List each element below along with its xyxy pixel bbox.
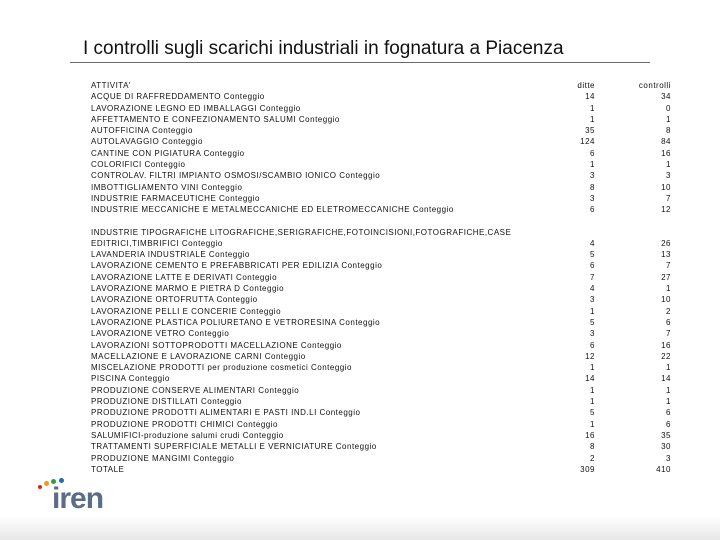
table-row	[91, 385, 691, 396]
page-title: I controlli sugli scarichi industriali in fognatura a Piacenza	[83, 38, 564, 59]
group-1-rows	[91, 91, 691, 215]
table-row	[91, 453, 691, 464]
controlli-cell: 13	[661, 250, 671, 260]
ditte-cell: 5	[590, 250, 595, 260]
controlli-cell: 1	[666, 114, 671, 124]
activity-cell: INDUSTRIE TIPOGRAFICHE LITOGRAFICHE,SERIGRAFICHE,FOTOINCISIONI,FOTOGRAFICHE,CASE	[91, 227, 512, 237]
ditte-cell: 14	[585, 92, 595, 102]
activity-cell: LAVORAZIONE VETRO Conteggio	[91, 329, 230, 339]
activity-cell: PRODUZIONE MANGIMI Conteggio	[91, 453, 235, 463]
table-row	[91, 306, 691, 317]
controlli-cell: 16	[661, 340, 671, 350]
table-header-row	[91, 80, 691, 91]
table-row	[91, 283, 691, 294]
ditte-cell: 124	[580, 137, 595, 147]
table-row	[91, 103, 691, 114]
ditte-cell: 1	[590, 397, 595, 407]
table-row	[91, 373, 691, 384]
activity-cell: LAVANDERIA INDUSTRIALE Conteggio	[91, 250, 250, 260]
table-row	[91, 238, 691, 249]
logo-text: iren	[52, 482, 104, 515]
controlli-cell: 410	[656, 464, 671, 474]
group-2-rows	[91, 238, 691, 475]
ditte-cell: 2	[590, 453, 595, 463]
table-row	[91, 328, 691, 339]
activity-cell: IMBOTTIGLIAMENTO VINI Conteggio	[91, 182, 243, 192]
controlli-cell: 3	[666, 171, 671, 181]
controlli-cell: 34	[661, 92, 671, 102]
ditte-cell: 16	[585, 430, 595, 440]
activity-cell: ACQUE DI RAFFREDDAMENTO Conteggio	[91, 92, 265, 102]
ditte-cell: 5	[590, 317, 595, 327]
activity-cell: TOTALE	[91, 464, 125, 474]
ditte-cell: 3	[590, 329, 595, 339]
ditte-cell: 6	[590, 340, 595, 350]
activity-cell: TRATTAMENTI SUPERFICIALE METALLI E VERNICIATURE Conteggio	[91, 442, 377, 452]
controlli-cell: 1	[666, 160, 671, 170]
ditte-cell: 1	[590, 160, 595, 170]
header-activity: ATTIVITA'	[91, 81, 131, 90]
table-row	[91, 249, 691, 260]
table-row	[91, 170, 691, 181]
logo-dot-orange	[44, 481, 49, 486]
activity-cell: CONTROLAV. FILTRI IMPIANTO OSMOSI/SCAMBIO IONICO Conteggio	[91, 171, 381, 181]
controlli-cell: 1	[666, 385, 671, 395]
ditte-cell: 1	[590, 419, 595, 429]
activity-cell: LAVORAZIONE LATTE E DERIVATI Conteggio	[91, 272, 278, 282]
table-row	[91, 182, 691, 193]
ditte-cell: 1	[590, 306, 595, 316]
ditte-cell: 8	[590, 182, 595, 192]
controlli-cell: 1	[666, 363, 671, 373]
ditte-cell: 1	[590, 363, 595, 373]
activity-cell: LAVORAZIONE ORTOFRUTTA Conteggio	[91, 295, 258, 305]
table-row	[91, 407, 691, 418]
table-row	[91, 272, 691, 283]
controlli-cell: 6	[666, 408, 671, 418]
activity-cell: INDUSTRIE MECCANICHE E METALMECCANICHE ED ELETROMECCANICHE Conteggio	[91, 205, 454, 215]
controlli-cell: 7	[666, 261, 671, 271]
controlli-cell: 14	[661, 374, 671, 384]
header-controlli: controlli	[638, 81, 671, 90]
controlli-cell: 30	[661, 442, 671, 452]
controlli-cell: 16	[661, 148, 671, 158]
controlli-cell: 0	[666, 103, 671, 113]
ditte-cell: 3	[590, 171, 595, 181]
activity-cell: EDITRICI,TIMBRIFICI Conteggio	[91, 238, 223, 248]
ditte-cell: 4	[590, 284, 595, 294]
table-row	[91, 441, 691, 452]
controlli-cell: 26	[661, 238, 671, 248]
ditte-cell: 6	[590, 148, 595, 158]
activity-cell: LAVORAZIONI SOTTOPRODOTTI MACELLAZIONE Conteggio	[91, 340, 342, 350]
table-row	[91, 114, 691, 125]
controlli-cell: 12	[661, 205, 671, 215]
ditte-cell: 6	[590, 205, 595, 215]
controlli-cell: 22	[661, 351, 671, 361]
ditte-cell: 3	[590, 295, 595, 305]
controlli-cell: 1	[666, 284, 671, 294]
controls-table	[91, 80, 691, 475]
controlli-cell: 10	[661, 295, 671, 305]
controlli-cell: 35	[661, 430, 671, 440]
ditte-cell: 1	[590, 103, 595, 113]
table-row	[91, 260, 691, 271]
ditte-cell: 309	[580, 464, 595, 474]
ditte-cell: 12	[585, 351, 595, 361]
activity-cell: LAVORAZIONE CEMENTO E PREFABBRICATI PER EDILIZIA Conteggio	[91, 261, 383, 271]
ditte-cell: 6	[590, 261, 595, 271]
controlli-cell: 84	[661, 137, 671, 147]
controlli-cell: 3	[666, 453, 671, 463]
table-row	[91, 204, 691, 215]
table-row	[91, 227, 691, 238]
controlli-cell: 7	[666, 329, 671, 339]
ditte-cell: 1	[590, 114, 595, 124]
activity-cell: MISCELAZIONE PRODOTTI per produzione cosmetici Conteggio	[91, 363, 352, 373]
activity-cell: SALUMIFICI-produzione salumi crudi Conteggio	[91, 430, 284, 440]
controlli-cell: 2	[666, 306, 671, 316]
activity-cell: AFFETTAMENTO E CONFEZIONAMENTO SALUMI Conteggio	[91, 114, 340, 124]
table-row	[91, 125, 691, 136]
controlli-cell: 6	[666, 419, 671, 429]
table-row	[91, 294, 691, 305]
ditte-cell: 1	[590, 385, 595, 395]
ditte-cell: 5	[590, 408, 595, 418]
ditte-cell: 7	[590, 272, 595, 282]
table-row	[91, 148, 691, 159]
activity-cell: AUTOFFICINA Conteggio	[91, 126, 193, 136]
title-divider	[70, 62, 650, 63]
activity-cell: CANTINE CON PIGIATURA Conteggio	[91, 148, 245, 158]
ditte-cell: 14	[585, 374, 595, 384]
activity-cell: INDUSTRIE FARMACEUTICHE Conteggio	[91, 193, 260, 203]
controlli-cell: 7	[666, 193, 671, 203]
controlli-cell: 6	[666, 317, 671, 327]
table-row	[91, 340, 691, 351]
controlli-cell: 1	[666, 397, 671, 407]
group-gap	[91, 216, 691, 227]
activity-cell: PRODUZIONE PRODOTTI CHIMICI Conteggio	[91, 419, 278, 429]
table-row	[91, 351, 691, 362]
ditte-cell: 3	[590, 193, 595, 203]
activity-cell: LAVORAZIONE MARMO E PIETRA D Conteggio	[91, 284, 285, 294]
logo-dot-red	[38, 485, 42, 489]
table-row	[91, 136, 691, 147]
controlli-cell: 27	[661, 272, 671, 282]
table-row	[91, 91, 691, 102]
activity-cell: PRODUZIONE CONSERVE ALIMENTARI Conteggio	[91, 385, 300, 395]
activity-cell: COLORIFICI Conteggio	[91, 160, 186, 170]
controlli-cell: 8	[666, 126, 671, 136]
ditte-cell: 8	[590, 442, 595, 452]
table-row	[91, 159, 691, 170]
iren-logo	[38, 478, 118, 514]
table-row	[91, 464, 691, 475]
activity-cell: MACELLAZIONE E LAVORAZIONE CARNI Conteggio	[91, 351, 306, 361]
activity-cell: PISCINA Conteggio	[91, 374, 170, 384]
footer-band	[0, 516, 720, 540]
activity-cell: PRODUZIONE DISTILLATI Conteggio	[91, 397, 242, 407]
activity-cell: PRODUZIONE PRODOTTI ALIMENTARI E PASTI IND.LI Conteggio	[91, 408, 361, 418]
activity-cell: LAVORAZIONE PELLI E CONCERIE Conteggio	[91, 306, 282, 316]
table-row	[91, 362, 691, 373]
activity-cell: LAVORAZIONE PLASTICA POLIURETANO E VETRORESINA Conteggio	[91, 317, 381, 327]
table-row	[91, 396, 691, 407]
table-row	[91, 419, 691, 430]
header-ditte: ditte	[577, 81, 595, 90]
table-row	[91, 317, 691, 328]
ditte-cell: 4	[590, 238, 595, 248]
activity-cell: AUTOLAVAGGIO Conteggio	[91, 137, 203, 147]
ditte-cell: 35	[585, 126, 595, 136]
activity-cell: LAVORAZIONE LEGNO ED IMBALLAGGI Conteggio	[91, 103, 301, 113]
table-row	[91, 430, 691, 441]
table-row	[91, 193, 691, 204]
controlli-cell: 10	[661, 182, 671, 192]
